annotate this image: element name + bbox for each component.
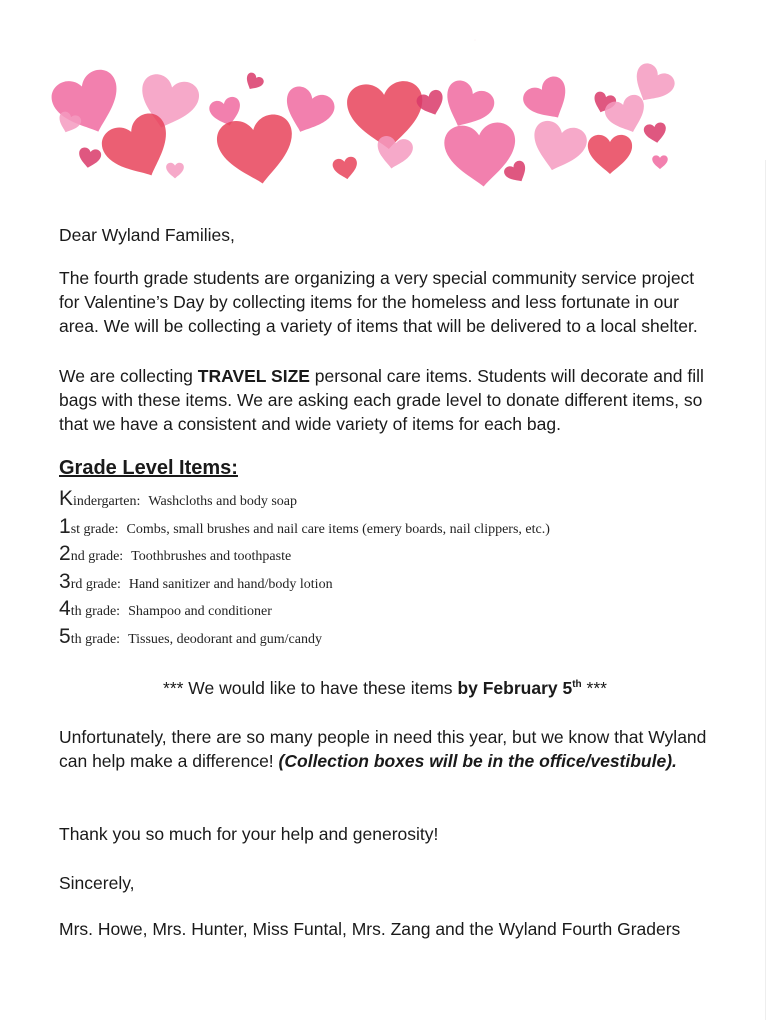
- need-text: Unfortunately, there are so many people in need this year, but we know that Wyland can help make a difference!: [59, 727, 707, 771]
- grade-suffix: indergarten:: [73, 494, 141, 509]
- grade-label: [59, 625, 120, 649]
- deadline-line: [0, 678, 770, 699]
- grade-items: Hand sanitizer and hand/body lotion: [128, 576, 333, 592]
- scan-edge: [765, 160, 766, 1020]
- deadline-prefix: *** We would like to have these items: [163, 678, 458, 698]
- grade-initial: K: [59, 487, 74, 510]
- heart-icon: [374, 135, 414, 172]
- grade-items: Shampoo and conditioner: [128, 604, 272, 619]
- grade-row-2nd: [59, 542, 719, 570]
- heart-icon: [526, 118, 590, 177]
- grade-suffix: st grade:: [70, 521, 119, 537]
- grade-row-kindergarten: [59, 487, 719, 515]
- collection-boxes-note: (Collection boxes will be in the office/vestibule).: [278, 751, 677, 771]
- signature-line: Mrs. Howe, Mrs. Hunter, Miss Funtal, Mrs. Zang and the Wyland Fourth Graders: [59, 919, 681, 939]
- closing: Sincerely,: [59, 873, 135, 893]
- heart-icon: [643, 122, 668, 145]
- heart-icon: [652, 155, 668, 169]
- grade-row-4th: [59, 597, 719, 625]
- grade-row-1st: [59, 515, 719, 543]
- grade-level-heading: Grade Level Items:: [59, 457, 238, 479]
- grade-label: [59, 487, 140, 511]
- heart-icon: [214, 112, 300, 191]
- grade-initial: 1: [59, 514, 71, 538]
- deadline-date-text: by February 5: [457, 678, 573, 698]
- grade-items: Tissues, deodorant and gum/candy: [128, 631, 322, 647]
- heart-icon: [166, 163, 184, 179]
- grade-label: [59, 515, 119, 539]
- grade-label: [59, 597, 120, 621]
- hearts-banner: [0, 0, 770, 200]
- grade-list: [59, 487, 719, 652]
- grade-initial: 5: [59, 624, 71, 648]
- travel-size-emphasis: TRAVEL SIZE: [197, 366, 310, 386]
- heart-icon: [332, 156, 360, 181]
- grade-items: Toothbrushes and toothpaste: [131, 549, 292, 564]
- grade-label: [59, 570, 121, 594]
- heart-icon: [242, 71, 265, 93]
- heart-icon: [502, 159, 531, 187]
- grade-label: [59, 542, 123, 566]
- heart-icon: [77, 147, 102, 170]
- heart-icon: [443, 121, 519, 190]
- para2-lead: We are collecting: [59, 366, 198, 386]
- thanks-line: Thank you so much for your help and generosity!: [59, 824, 439, 844]
- need-paragraph: [59, 725, 709, 773]
- para2-rest: personal care items. Students will decorate and fill bags with these items. We are asking each grade level to donate different items, so that we have a consistent and wide variety of items for each bag.: [59, 366, 704, 434]
- heart-icon: [519, 73, 577, 129]
- grade-items: Washcloths and body soap: [148, 494, 297, 509]
- grade-row-5th: [59, 625, 719, 653]
- intro-paragraph: The fourth grade students are organizing a very special community service project for Valentine’s Day by collecting items for the homeless and less fortunate in our area. We will be collecting a variety of items that will be delivered to a local shelter.: [59, 268, 698, 336]
- grade-suffix: th grade:: [70, 631, 121, 647]
- grade-items: Combs, small brushes and nail care items (emery boards, nail clippers, etc.): [126, 521, 550, 537]
- greeting: Dear Wyland Families,: [59, 225, 235, 245]
- collection-paragraph: [59, 364, 709, 436]
- grade-initial: 4: [59, 597, 71, 620]
- deadline-date: [457, 678, 581, 698]
- grade-suffix: nd grade:: [70, 549, 124, 564]
- grade-suffix: rd grade:: [70, 576, 121, 592]
- deadline-suffix: ***: [581, 678, 607, 698]
- grade-initial: 2: [59, 542, 71, 565]
- heart-icon: [588, 135, 632, 174]
- grade-suffix: th grade:: [70, 604, 121, 619]
- deadline-date-sup: th: [572, 679, 582, 691]
- grade-initial: 3: [59, 569, 71, 593]
- grade-row-3rd: [59, 570, 719, 598]
